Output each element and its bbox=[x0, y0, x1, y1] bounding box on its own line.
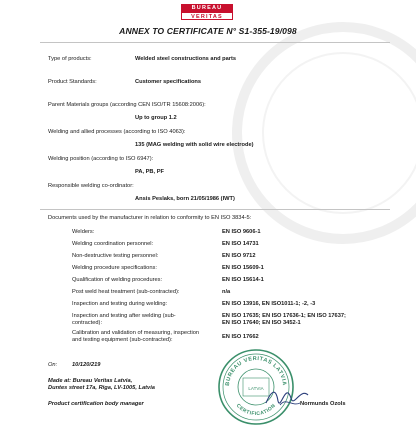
signer-name: Normunds Ozols bbox=[300, 401, 346, 407]
parent-materials-value: Up to group 1.2 bbox=[135, 115, 177, 121]
watermark-seal-inner-ring bbox=[262, 52, 416, 214]
documents-intro: Documents used by the manufacturer in relation to conformity to EN ISO 3834-5: bbox=[48, 215, 252, 221]
made-at-line-2: Duntes street 17a, Riga, LV-1005, Latvia bbox=[48, 385, 155, 391]
handwritten-signature bbox=[262, 383, 312, 413]
logo-line-2: VERITAS bbox=[181, 12, 233, 20]
doc-row-value: EN ISO 13916, EN ISO1011-1; -2, -3 bbox=[222, 301, 316, 307]
product-standards-label: Product Standards: bbox=[48, 79, 97, 85]
product-standards-value: Customer specifications bbox=[135, 79, 202, 85]
parent-materials-label: Parent Materials groups (according CEN ISO/TR 15608:2006): bbox=[48, 102, 206, 108]
doc-row-value: EN ISO 15609-1 bbox=[222, 265, 264, 271]
logo-line-1: BUREAU bbox=[181, 4, 233, 12]
page-title: ANNEX TO CERTIFICATE N° S1-355-19/098 bbox=[119, 26, 297, 36]
doc-row-label-cont: contracted): bbox=[72, 320, 103, 326]
stamp-center-text: LATVIA bbox=[248, 386, 264, 391]
doc-row-label: Post weld heat treatment (sub-contracted): bbox=[72, 289, 180, 295]
bureau-veritas-logo bbox=[181, 4, 233, 22]
stamp-bottom-text: CERTIFICATION bbox=[234, 402, 278, 418]
doc-row-value: EN ISO 15614-1 bbox=[222, 277, 264, 283]
type-of-products-label: Type of products: bbox=[48, 56, 92, 62]
doc-row-value: EN ISO 14731 bbox=[222, 241, 259, 247]
coordinator-value: Ansis Peslaks, born 21/05/1986 (IWT) bbox=[135, 196, 235, 202]
doc-row-value: EN ISO 17662 bbox=[222, 334, 259, 340]
manager-label: Product certification body manager bbox=[48, 401, 144, 407]
on-value: 10/120/219 bbox=[72, 362, 101, 368]
doc-row-label: Welders: bbox=[72, 229, 95, 235]
welding-processes-value: 135 (MAG welding with solid wire electrode) bbox=[135, 142, 254, 148]
doc-row-value: n/a bbox=[222, 289, 231, 295]
section-divider bbox=[40, 209, 390, 210]
on-label: On: bbox=[48, 362, 58, 368]
title-divider bbox=[40, 42, 390, 43]
type-of-products-value: Welded steel constructions and parts bbox=[135, 56, 237, 62]
doc-row-value: EN ISO 9712 bbox=[222, 253, 256, 259]
doc-row-label: Non-destructive testing personnel: bbox=[72, 253, 159, 259]
made-at-line-1: Made at: Bureau Veritas Latvia, bbox=[48, 378, 133, 384]
welding-position-label: Welding position (according to ISO 6947): bbox=[48, 156, 154, 162]
doc-row-label: Qualification of welding procedures: bbox=[72, 277, 163, 283]
doc-row-value: EN ISO 17635; EN ISO 17636-1; EN ISO 17637; bbox=[222, 313, 346, 319]
doc-row-label-cont: and testing equipment (sub-contracted): bbox=[72, 337, 173, 343]
doc-row-label: Welding coordination personnel: bbox=[72, 241, 154, 247]
doc-row-label: Inspection and testing after welding (sub- bbox=[72, 313, 176, 319]
doc-row-label: Calibration and validation of measuring, inspection bbox=[72, 330, 200, 336]
doc-row-value-cont: EN ISO 17640; EN ISO 3452-1 bbox=[222, 320, 301, 326]
coordinator-label: Responsible welding co-ordinator: bbox=[48, 183, 134, 189]
welding-position-value: PA, PB, PF bbox=[135, 169, 164, 175]
doc-row-label: Welding procedure specifications: bbox=[72, 265, 157, 271]
stamp-top-text: BUREAU VERITAS LATVIA bbox=[224, 355, 288, 387]
doc-row-value: EN ISO 9606-1 bbox=[222, 229, 261, 235]
welding-processes-label: Welding and allied processes (according to ISO 4063): bbox=[48, 129, 186, 135]
doc-row-label: Inspection and testing during welding: bbox=[72, 301, 168, 307]
